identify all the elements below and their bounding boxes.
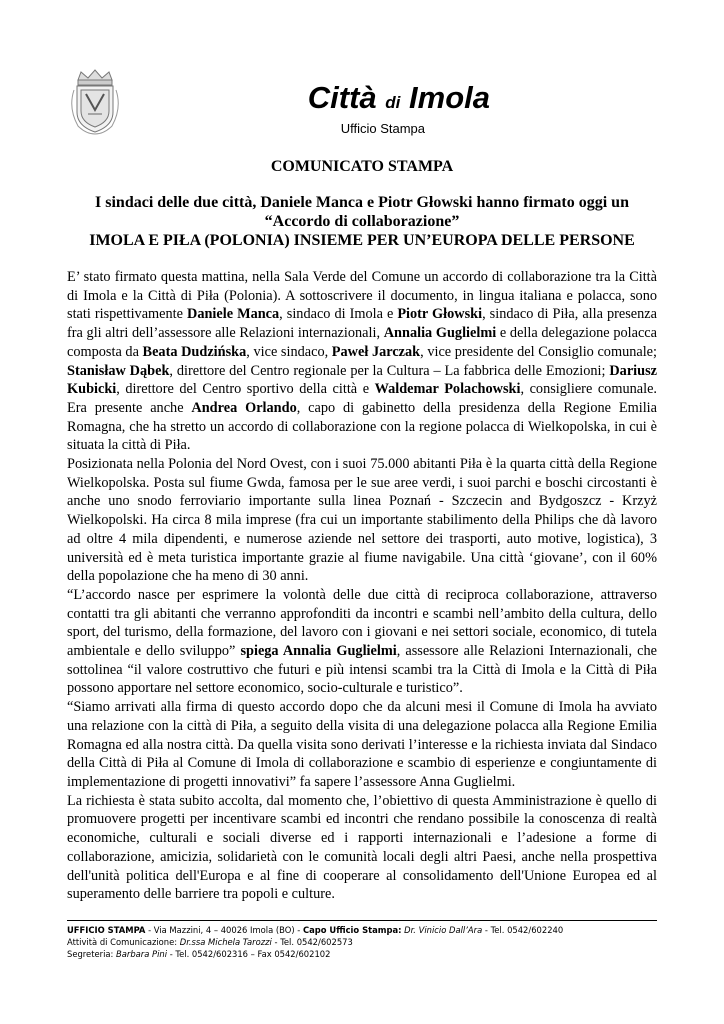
text-run: e della delegazione polacca composta da	[67, 325, 657, 360]
footer-comm-label: Attività di Comunicazione:	[67, 937, 180, 947]
text-run: , direttore del Centro sportivo della città e	[116, 381, 375, 398]
text-run: , capo di gabinetto della presidenza della Regione Emilia Romagna, che ha stretto un accordo di collaborazione con la regione polacca di Wielkopolska, in cui è situata la città di Piła.	[67, 399, 657, 454]
text-run: La richiesta è stata subito accolta, dal momento che, l’obiettivo di questa Amministrazione è quello di promuovere progetti per incentivare scambi ed incontri che rendano possibile la conoscenza di realtà economiche, culturali e sociali diverse ed i rapporti internazionali e l’adesione a forme di collaborazione, amicizia, solidarietà con le comunità locali degli altri Paesi, anche nella prospettiva dell'unità politica dell'Europa e al fine di cooperare al consolidamento dell'Unione Europea ed al superamento delle barriere tra popoli e culture.	[67, 792, 657, 903]
bold-name: Paweł Jarczak	[331, 343, 421, 360]
bold-name: Dariusz Kubicki	[67, 362, 657, 398]
headline	[70, 193, 654, 250]
text-run: , sindaco di Piła, alla presenza fra gli altri dell’assessore alle Relazioni internazionali,	[67, 306, 657, 342]
city-name-heading	[240, 80, 490, 121]
footer-comm-name: Dr.ssa Michela Tarozzi	[179, 937, 272, 947]
footer-office-name: UFFICIO STAMPA	[67, 925, 146, 935]
text-run: “L’accordo nasce per esprimere la volontà delle due città di reciproca collaborazione, attraverso contatti tra gli abitanti che verranno approfonditi da incontri e scambi nell’ambito della cultura, dello sport, del turismo, della formazione, del lavoro con i giovani e nei settori sociale, economico, di tutela ambientale e dello sviluppo”	[67, 586, 657, 660]
bold-name: Waldemar Polachowski	[374, 381, 521, 398]
bold-name: Piotr Głowski	[397, 306, 483, 323]
city-name-part2: Imola	[409, 80, 490, 115]
press-office-subtitle: Ufficio Stampa	[340, 121, 425, 136]
bold-name: Daniele Manca	[187, 306, 280, 323]
footer-line-2	[67, 936, 667, 948]
text-run: , vice presidente del Consiglio comunale;	[420, 343, 658, 360]
city-coat-of-arms-icon	[66, 68, 124, 136]
footer-secretary-tel: - Tel. 0542/602316 – Fax 0542/602102	[167, 949, 331, 959]
footer-divider	[67, 920, 657, 921]
headline-line-2: “Accordo di collaborazione”	[264, 213, 460, 230]
headline-line-3: IMOLA E PIŁA (POLONIA) INSIEME PER UN’EUROPA DELLE PERSONE	[89, 232, 635, 249]
footer-head-name: Dr. Vinicio Dall’Ara	[404, 925, 483, 935]
paragraph	[67, 455, 657, 586]
bold-name: Beata Dudzińska	[142, 343, 247, 360]
footer-contacts	[67, 924, 667, 960]
footer-secretary-name: Barbara Pini	[116, 949, 168, 959]
text-run: E’ stato firmato questa mattina, nella Sala Verde del Comune un accordo di collaborazione tra la Città di Imola e la Città di Piła (Polonia). A sottoscrivere il documento, in lingua italiana e polacca, sono stati rispettivamente	[67, 269, 657, 323]
press-release-label: COMUNICATO STAMPA	[270, 158, 454, 175]
city-name-part1: Città	[307, 80, 377, 115]
paragraph	[67, 586, 657, 698]
text-run: , sindaco di Imola e	[279, 306, 398, 323]
paragraph	[67, 792, 657, 904]
text-run: Posizionata nella Polonia del Nord Ovest, con i suoi 75.000 abitanti Piła è la quarta città della Regione Wielkopolska. Posta sul fiume Gwda, famosa per le sue aree verdi, i suoi parchi e boschi circostanti è anche uno snodo ferroviario importante sulla linea Poznań - Szczecin and Bydgoszcz - Krzyż Wielkopolski. Ha circa 8 mila imprese (fra cui un importante stabilimento della Philips che dà lavoro ad oltre 4 mila dipendenti, e numerose aziende nel settore dei trasporti, auto motive, logistica), 3 università ed è meta turistica importante grazie al fiume navigabile. Una città ‘giovane’, con il 60% della popolazione che ha meno di 30 anni.	[67, 456, 657, 585]
text-run: , assessore alle Relazioni Internazionali, che sottolinea “il valore costruttivo che futuri e più intensi scambi tra la Città di Imola e la Città di Piła possono apportare nel settore economico, socio-culturale e turistico”.	[67, 643, 657, 697]
footer-address: - Via Mazzini, 4 – 40026 Imola (BO) -	[145, 925, 303, 935]
text-run: , vice sindaco,	[246, 343, 332, 360]
text-run: , direttore del Centro regionale per la Cultura – La fabbrica delle Emozioni;	[169, 362, 610, 379]
paragraph	[67, 268, 657, 455]
bold-name: Andrea Orlando	[191, 399, 297, 416]
footer-comm-tel: - Tel. 0542/602573	[271, 937, 353, 947]
footer-secretary-label: Segreteria:	[67, 949, 117, 959]
footer-head-tel: - Tel. 0542/602240	[482, 925, 564, 935]
paragraph	[67, 698, 657, 792]
text-run: “Siamo arrivati alla firma di questo accordo dopo che da alcuni mesi il Comune di Imola ha avviato una relazione con la città di Piła, a seguito della visita di una delegazione polacca alla Regione Emilia Romagna ed alla nostra città. Da quella visita sono derivati l’interesse e la richiesta inviata dal Sindaco della Città di Piła al Comune di Imola di collaborazione e scambio di esperienze e congiuntamente di implementazione di progetti innovativi” fa sapere l’assessore Anna Guglielmi.	[67, 699, 657, 790]
headline-line-1: I sindaci delle due città, Daniele Manca e Piotr Głowski hanno firmato oggi un	[95, 194, 629, 211]
footer-head-label: Capo Ufficio Stampa:	[302, 925, 402, 935]
footer-line-1	[67, 924, 667, 936]
bold-name: Stanisław Dąbek	[67, 362, 170, 379]
article-body	[67, 268, 657, 904]
bold-name: spiega Annalia Guglielmi	[240, 643, 397, 660]
footer-line-3	[67, 948, 667, 960]
bold-name: Annalia Guglielmi	[383, 325, 497, 342]
text-run: , consigliere comunale. Era presente anche	[67, 381, 657, 416]
city-name-connector: di	[385, 93, 401, 112]
